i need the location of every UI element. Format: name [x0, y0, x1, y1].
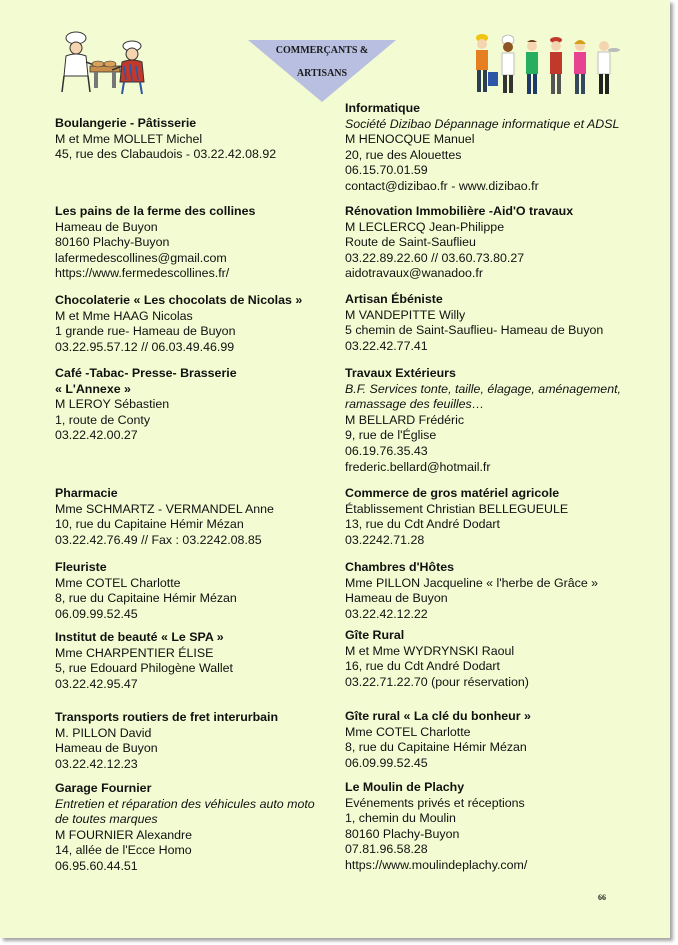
business-detail: 20, rue des Alouettes: [345, 147, 462, 162]
business-detail: 13, rue du Cdt André Dodart: [345, 517, 500, 532]
business-detail: Établissement Christian BELLEGUEULE: [345, 501, 569, 516]
business-detail: 8, rue du Capitaine Hémir Mézan: [345, 740, 527, 755]
business-detail: 16, rue du Cdt André Dodart: [345, 659, 500, 674]
business-name: Café -Tabac- Presse- Brasserie: [55, 366, 237, 380]
business-detail: 14, allée de l'Ecce Homo: [55, 843, 192, 858]
business-name: Boulangerie - Pâtisserie: [55, 116, 197, 130]
business-description: B.F. Services tonte, taille, élagage, aménagement,: [345, 381, 621, 396]
business-entry: [55, 781, 385, 875]
business-detail: 10, rue du Capitaine Hémir Mézan: [55, 517, 244, 532]
header-banner: [248, 40, 396, 102]
business-name: Artisan Ébéniste: [345, 292, 443, 306]
business-description: ramassage des feuilles…: [345, 397, 485, 412]
business-detail: 5, rue Edouard Philogène Wallet: [55, 661, 233, 676]
business-name: Pharmacie: [55, 486, 118, 500]
business-detail: 1, chemin du Moulin: [345, 811, 456, 826]
business-phone: 03.22.42.12.22: [345, 606, 428, 621]
business-name: Gîte rural « La clé du bonheur »: [345, 709, 531, 723]
business-detail: Mme COTEL Charlotte: [55, 575, 181, 590]
business-entry: [55, 366, 385, 444]
business-detail: 80160 Plachy-Buyon: [55, 235, 170, 250]
business-name: Informatique: [345, 101, 421, 115]
page-number: 66: [598, 893, 606, 902]
business-description: Société Dizibao Dépannage informatique et ADSL: [345, 116, 620, 131]
business-entry: [55, 630, 385, 692]
business-entry: [345, 366, 675, 475]
business-entry: [345, 628, 675, 690]
business-name: Chocolaterie « Les chocolats de Nicolas »: [55, 293, 303, 307]
business-name: Travaux Extérieurs: [345, 366, 456, 380]
business-detail: Mme PILLON Jacqueline « l'herbe de Grâce »: [345, 575, 599, 590]
business-detail: M LEROY Sébastien: [55, 397, 170, 412]
business-phone: 03.22.42.76.49 // Fax : 03.2242.08.85: [55, 532, 262, 547]
business-entry: [55, 293, 385, 355]
business-phone: 03.22.89.22.60 // 03.60.73.80.27: [345, 250, 525, 265]
business-phone: 03.22.95.57.12 // 06.03.49.46.99: [55, 339, 235, 354]
business-detail: M et Mme MOLLET Michel: [55, 131, 203, 146]
business-name: Fleuriste: [55, 560, 107, 574]
business-website: https://www.moulindeplachy.com/: [345, 857, 528, 872]
business-detail: Mme CHARPENTIER ÉLISE: [55, 645, 214, 660]
business-entry: [345, 709, 675, 771]
business-detail: Hameau de Buyon: [345, 591, 448, 606]
business-detail: 80160 Plachy-Buyon: [345, 826, 460, 841]
business-detail: Hameau de Buyon: [55, 219, 158, 234]
business-phone: 06.95.60.44.51: [55, 858, 138, 873]
business-phone: 07.81.96.58.28: [345, 842, 428, 857]
business-name: Garage Fournier: [55, 781, 152, 795]
business-detail: 1 grande rue- Hameau de Buyon: [55, 324, 236, 339]
business-entry: [345, 292, 675, 354]
business-detail: M et Mme WYDRYNSKI Raoul: [345, 643, 515, 658]
business-name: Chambres d'Hôtes: [345, 560, 454, 574]
business-detail: Mme SCHMARTZ - VERMANDEL Anne: [55, 501, 274, 516]
business-email: frederic.bellard@hotmail.fr: [345, 459, 491, 474]
bakers-illustration: [50, 30, 150, 98]
business-entry: [345, 101, 675, 195]
business-detail: Mme COTEL Charlotte: [345, 724, 471, 739]
business-entry: [345, 204, 675, 282]
business-detail: Route de Saint-Sauflieu: [345, 235, 476, 250]
business-phone: 06.15.70.01.59: [345, 163, 428, 178]
business-phone: 06.09.99.52.45: [345, 755, 428, 770]
business-detail: M et Mme HAAG Nicolas: [55, 308, 193, 323]
business-entry: [345, 486, 675, 548]
business-entry: [55, 116, 385, 163]
business-detail: M VANDEPITTE Willy: [345, 307, 466, 322]
business-phone: 06.19.76.35.43: [345, 443, 428, 458]
business-detail: Hameau de Buyon: [55, 741, 158, 756]
business-name: Transports routiers de fret interurbain: [55, 710, 279, 724]
workers-group-illustration: [470, 32, 620, 98]
business-entry: [55, 204, 385, 282]
business-description: de toutes marques: [55, 812, 158, 827]
header-title-line2: ARTISANS: [296, 68, 348, 79]
business-name: Gîte Rural: [345, 628, 405, 642]
business-phone: 03.22.42.12.23: [55, 756, 138, 771]
business-entry: [345, 780, 675, 874]
business-detail: M. PILLON David: [55, 725, 152, 740]
business-entry: [55, 560, 385, 622]
business-detail: 9, rue de l'Église: [345, 428, 437, 443]
business-name-continued: « L'Annexe »: [55, 381, 131, 396]
business-detail: M LECLERCQ Jean-Philippe: [345, 219, 505, 234]
business-entry: [55, 710, 385, 772]
business-detail: M FOURNIER Alexandre: [55, 827, 193, 842]
business-detail: 8, rue du Capitaine Hémir Mézan: [55, 591, 237, 606]
business-entry: [345, 560, 675, 622]
business-name: Institut de beauté « Le SPA »: [55, 630, 224, 644]
business-phone: 03.2242.71.28: [345, 532, 425, 547]
header-title-line1: COMMERÇANTS &: [275, 45, 369, 56]
business-email: lafermedescollines@gmail.com: [55, 250, 227, 265]
business-phone: 03.22.71.22.70 (pour réservation): [345, 674, 529, 689]
business-detail: 1, route de Conty: [55, 412, 151, 427]
business-website: https://www.fermedescollines.fr/: [55, 266, 230, 281]
business-name: Le Moulin de Plachy: [345, 780, 465, 794]
business-detail: 45, rue des Clabaudois - 03.22.42.08.92: [55, 147, 277, 162]
business-email: contact@dizibao.fr - www.dizibao.fr: [345, 178, 539, 193]
business-detail: 5 chemin de Saint-Sauflieu- Hameau de Buyon: [345, 323, 604, 338]
business-name: Les pains de la ferme des collines: [55, 204, 256, 218]
business-detail: M BELLARD Frédéric: [345, 412, 465, 427]
business-phone: 03.22.42.77.41: [345, 338, 428, 353]
business-phone: 06.09.99.52.45: [55, 606, 138, 621]
business-detail: M HENOCQUE Manuel: [345, 132, 475, 147]
business-name: Commerce de gros matériel agricole: [345, 486, 560, 500]
business-description: Entretien et réparation des véhicules auto moto: [55, 796, 315, 811]
business-detail: Evénements privés et réceptions: [345, 795, 525, 810]
business-phone: 03.22.42.00.27: [55, 428, 138, 443]
business-phone: 03.22.42.95.47: [55, 676, 138, 691]
business-email: aidotravaux@wanadoo.fr: [345, 266, 483, 281]
business-entry: [55, 486, 385, 548]
business-name: Rénovation Immobilière -Aid'O travaux: [345, 204, 574, 218]
